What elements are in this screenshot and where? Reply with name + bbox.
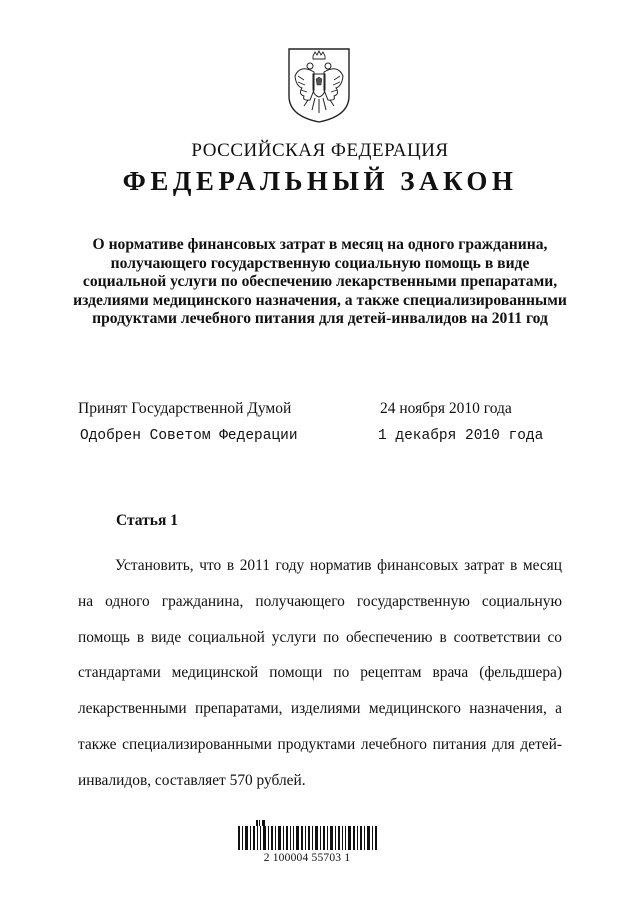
duma-adoption-label: Принят Государственной Думой xyxy=(78,400,292,417)
law-title xyxy=(60,236,580,329)
council-approval-date: 1 декабря 2010 года xyxy=(378,428,544,444)
article-heading: Статья 1 xyxy=(116,512,178,529)
article-paragraph: Установить, что в 2011 году норматив финансовых затрат в месяц на одного гражданина, получающего государственную социальную помощь в виде социальной услуги по обеспечению в соответствии со стандартами медицинской помощи по рецептам врача (фельдшера) лекарственными препаратами, изделиями медицинского назначения, а также специализированными продуктами лечебного питания для детей-инвалидов, составляет 570 рублей. xyxy=(78,557,562,789)
duma-adoption-date: 24 ноября 2010 года xyxy=(380,400,512,417)
country-heading: РОССИЙСКАЯ ФЕДЕРАЦИЯ xyxy=(191,140,449,161)
law-title-line: получающего государственную социальную помощь в виде xyxy=(110,254,530,272)
council-approval-label: Одобрен Советом Федерации xyxy=(80,428,298,444)
law-type-heading: ФЕДЕРАЛЬНЫЙ ЗАКОН xyxy=(122,166,518,196)
coat-of-arms-emblem xyxy=(286,46,352,124)
article-body xyxy=(78,548,562,799)
law-title-line: продуктами лечебного питания для детей-инвалидов на 2011 год xyxy=(92,310,548,328)
law-title-line: О нормативе финансовых затрат в месяц на одного гражданина, xyxy=(92,236,548,253)
barcode-number: 2 100004 55703 1 xyxy=(263,852,351,864)
law-title-line: изделиями медицинского назначения, а также специализированными xyxy=(73,291,567,309)
law-title-line: социальной услуги по обеспечению лекарственными препаратами, xyxy=(82,273,558,291)
